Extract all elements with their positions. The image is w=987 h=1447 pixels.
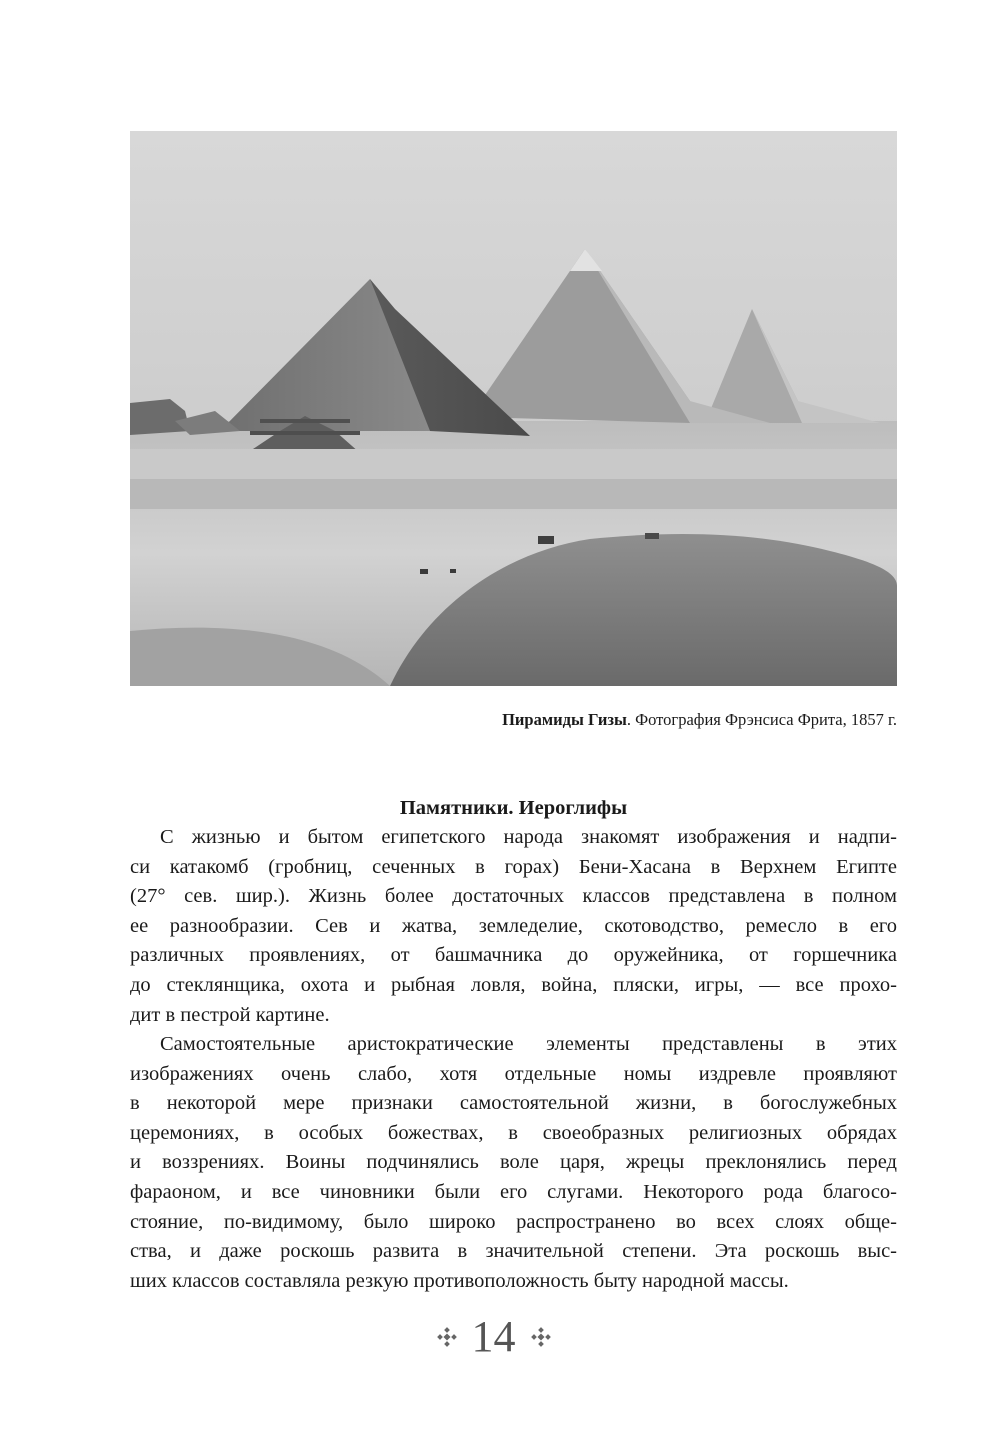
paragraph-line: дит в пестрой картине. xyxy=(130,1003,330,1026)
paragraph-line: в некоторой мере признаки самостоятельной жизни, в богослужебных xyxy=(130,1092,897,1115)
section-heading: Памятники. Иероглифы xyxy=(399,797,628,819)
ornament-right-icon xyxy=(530,1326,552,1348)
caption-rest: . Фотография Фрэнсиса Фрита, 1857 г. xyxy=(626,710,897,729)
paragraph-line: ее разнообразии. Сев и жатва, земледелие, скотоводство, ремесло в его xyxy=(130,914,897,937)
paragraph-line: Самостоятельные аристократические элементы представлены в этих xyxy=(160,1033,897,1055)
paragraph-line: си катакомб (гробниц, сеченных в горах) Бени-Хасана в Верхнем Египте xyxy=(130,855,897,878)
paragraph-line: до стеклянщика, охота и рыбная ловля, война, пляски, игры, — все прохо- xyxy=(130,973,897,996)
paragraph-line: ших классов составляла резкую противоположность быту народной массы. xyxy=(130,1269,789,1292)
paragraph-2 xyxy=(130,1030,897,1296)
page-footer xyxy=(0,1311,987,1363)
paragraph-line: и воззрениях. Воины подчинялись воле царя, жрецы преклонялись перед xyxy=(130,1151,897,1174)
pyramids-illustration xyxy=(130,131,897,686)
paragraph-line: С жизнью и бытом египетского народа знакомят изображения и надпи- xyxy=(160,826,897,848)
paragraph-1 xyxy=(130,823,897,1030)
paragraph-line: фараоном, и все чиновники были его слугами. Некоторого рода благосо- xyxy=(130,1180,897,1203)
page-number: 14 xyxy=(471,1312,516,1361)
ornament-left-icon xyxy=(436,1326,458,1348)
pyramids-photo xyxy=(130,131,897,686)
paragraph-line: различных проявлениях, от башмачника до оружейника, от горшечника xyxy=(130,944,897,967)
paragraph-line: (27° сев. шир.). Жизнь более достаточных классов представлена в полном xyxy=(130,885,897,908)
photo-caption xyxy=(130,708,897,732)
paragraph-line: стояние, по-видимому, было широко распространено во всех слоях обще- xyxy=(130,1210,897,1233)
paragraph-line: ства, и даже роскошь развита в значительной степени. Эта роскошь выс- xyxy=(130,1240,897,1263)
caption-title: Пирамиды Гизы xyxy=(502,710,627,729)
paragraph-line: изображениях очень слабо, хотя отдельные номы издревле проявляют xyxy=(130,1062,897,1085)
paragraph-line: церемониях, в особых божествах, в своеобразных религиозных обрядах xyxy=(130,1121,897,1144)
